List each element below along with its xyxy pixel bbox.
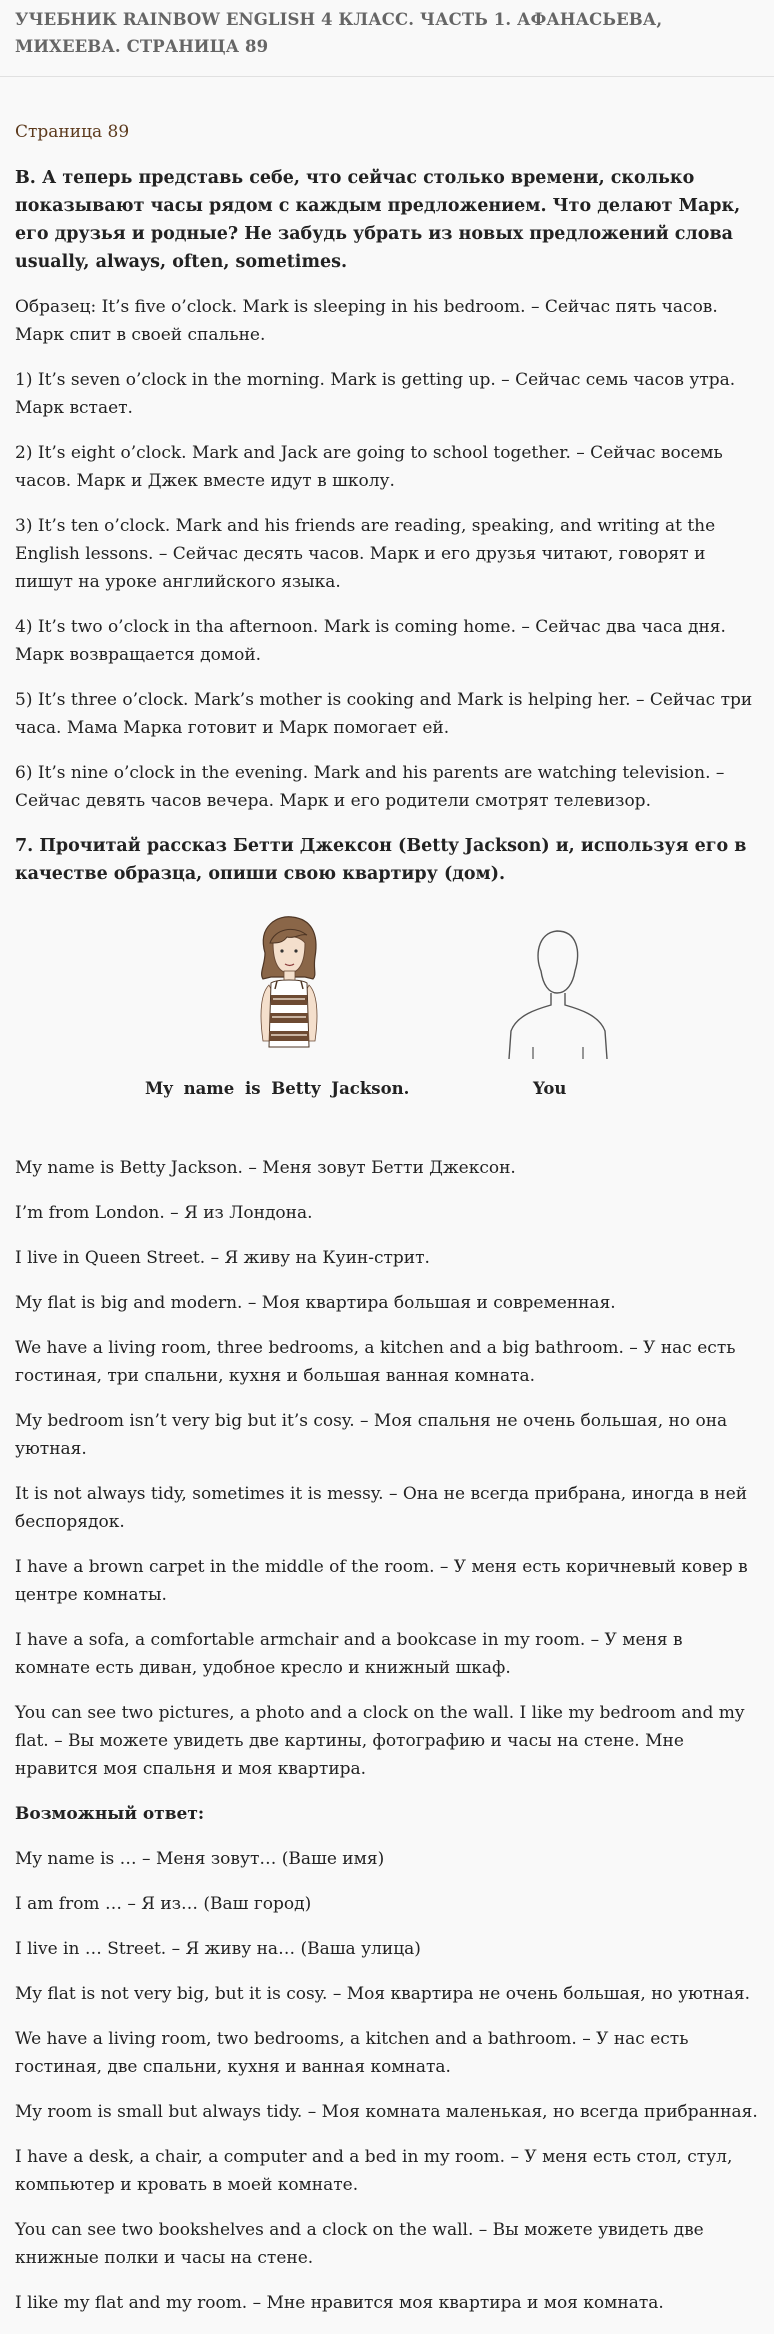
answer-line-4: My flat is not very big, but it is cosy. – Моя квартира не очень большая, но уютная. <box>15 1984 750 2004</box>
page-title: УЧЕБНИК RAINBOW ENGLISH 4 КЛАСС. ЧАСТЬ 1. АФАНАСЬЕВА, МИХЕЕВА. СТРАНИЦА 89 <box>15 10 663 56</box>
answer-line-5: We have a living room, two bedrooms, a kitchen and a bathroom. – У нас есть гостиная, две спальни, кухня и ванная комната. <box>15 2029 689 2077</box>
story-line-2: I’m from London. – Я из Лондона. <box>15 1203 313 1223</box>
page-number-label: Страница 89 <box>15 122 130 142</box>
story-line-6: My bedroom isn’t very big but it’s cosy. – Моя спальня не очень большая, но она уютная. <box>15 1411 728 1459</box>
answer-line-7: I have a desk, a chair, a computer and a bed in my room. – У меня есть стол, стул, компьютер и кровать в моей комнате. <box>15 2147 733 2195</box>
article-content <box>0 121 774 2317</box>
story-line-9: I have a sofa, a comfortable armchair and a bookcase in my room. – У меня в комнате есть диван, удобное кресло и книжный шкаф. <box>15 1630 683 1678</box>
paragraph-answer-5: 5) It’s three o’clock. Mark’s mother is cooking and Mark is helping her. – Сейчас три часа. Мама Марка готовит и Марк помогает ей. <box>15 690 753 738</box>
textbook-illustration <box>15 913 759 1148</box>
answer-line-9: I like my flat and my room. – Мне нравится моя квартира и моя комната. <box>15 2293 664 2313</box>
answer-line-3: I live in … Street. – Я живу на… (Ваша улица) <box>15 1939 421 1959</box>
story-line-4: My flat is big and modern. – Моя квартира большая и современная. <box>15 1293 616 1313</box>
story-line-1: My name is Betty Jackson. – Меня зовут Бетти Джексон. <box>15 1158 516 1178</box>
person-silhouette-drawing <box>497 921 621 1061</box>
page-header <box>0 0 774 77</box>
paragraph-answer-3: 3) It’s ten o’clock. Mark and his friends are reading, speaking, and writing at the English lessons. – Сейчас десять часов. Марк и его друзья читают, говорят и пишут на уроке английского языка. <box>15 516 716 592</box>
answer-line-2: I am from … – Я из… (Ваш город) <box>15 1894 312 1914</box>
betty-jackson-drawing <box>237 913 337 1061</box>
answer-line-6: My room is small but always tidy. – Моя комната маленькая, но всегда прибранная. <box>15 2102 758 2122</box>
caption-you: You <box>533 1079 567 1098</box>
answer-heading: Возможный ответ: <box>15 1804 205 1824</box>
task-7-instruction: 7. Прочитай рассказ Бетти Джексон (Betty Jackson) и, используя его в качестве образца, опиши свою квартиру (дом). <box>15 836 747 884</box>
paragraph-answer-4: 4) It’s two o’clock in tha afternoon. Mark is coming home. – Сейчас два часа дня. Марк возвращается домой. <box>15 617 726 665</box>
task-b-instruction: B. А теперь представь себе, что сейчас столько времени, сколько показывают часы рядом с каждым предложением. Что делают Марк, его друзья и родные? Не забудь убрать из новых предложений слова usually, always, often, sometimes. <box>15 168 741 272</box>
paragraph-answer-2: 2) It’s eight o’clock. Mark and Jack are going to school together. – Сейчас восемь часов. Марк и Джек вместе идут в школу. <box>15 443 723 491</box>
answer-line-1: My name is … – Меня зовут… (Ваше имя) <box>15 1849 385 1869</box>
story-line-5: We have a living room, three bedrooms, a kitchen and a big bathroom. – У нас есть гостиная, три спальни, кухня и большая ванная комната. <box>15 1338 736 1386</box>
caption-betty: My name is Betty Jackson. <box>145 1079 410 1098</box>
paragraph-answer-1: 1) It’s seven o’clock in the morning. Mark is getting up. – Сейчас семь часов утра. Марк встает. <box>15 370 736 418</box>
story-line-10: You can see two pictures, a photo and a clock on the wall. I like my bedroom and my flat. – Вы можете увидеть две картины, фотографию и часы на стене. Мне нравится моя спальня и моя квартира. <box>15 1703 745 1779</box>
story-line-3: I live in Queen Street. – Я живу на Куин-стрит. <box>15 1248 430 1268</box>
story-line-8: I have a brown carpet in the middle of the room. – У меня есть коричневый ковер в центре комнаты. <box>15 1557 748 1605</box>
paragraph-answer-6: 6) It’s nine o’clock in the evening. Mark and his parents are watching television. – Сейчас девять часов вечера. Марк и его родители смотрят телевизор. <box>15 763 725 811</box>
paragraph-example: Образец: It’s five o’clock. Mark is sleeping in his bedroom. – Сейчас пять часов. Марк спит в своей спальне. <box>15 297 718 345</box>
story-line-7: It is not always tidy, sometimes it is messy. – Она не всегда прибрана, иногда в ней беспорядок. <box>15 1484 748 1532</box>
answer-line-8: You can see two bookshelves and a clock on the wall. – Вы можете увидеть две книжные полки и часы на стене. <box>15 2220 704 2268</box>
